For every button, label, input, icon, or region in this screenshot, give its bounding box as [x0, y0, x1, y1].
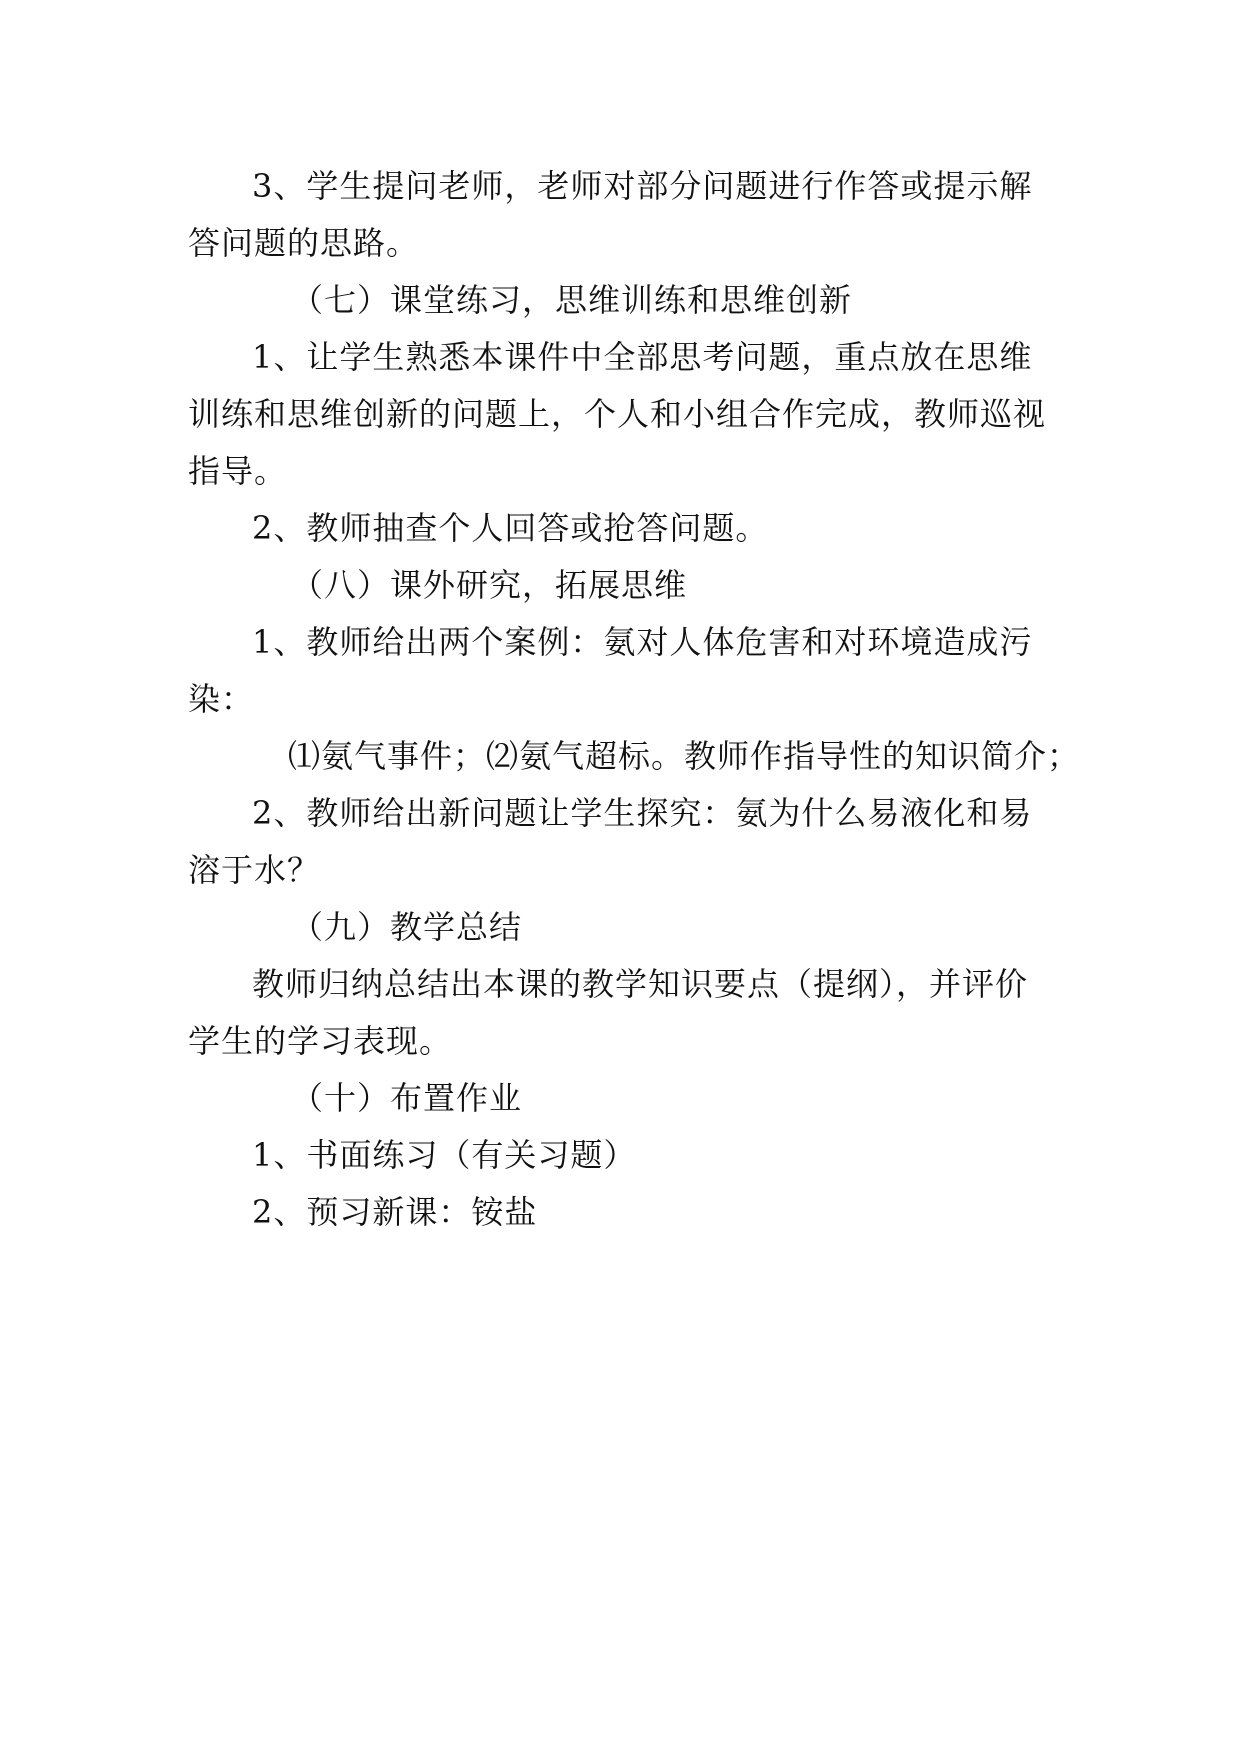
section-heading-10: （十）布置作业 — [291, 1079, 523, 1117]
paragraph-item-1: 1、让学生熟悉本课件中全部思考问题，重点放在思维训练和思维创新的问题上，个人和小组合作完成，教师巡视指导。 — [188, 338, 1047, 490]
paragraph-subitem: ⑴氨气事件；⑵氨气超标。教师作指导性的知识简介； — [288, 737, 1081, 775]
section-heading-7: （七）课堂练习，思维训练和思维创新 — [291, 281, 853, 319]
paragraph-item-3: 3、学生提问老师，老师对部分问题进行作答或提示解答问题的思路。 — [188, 167, 1033, 262]
paragraph-summary: 教师归纳总结出本课的教学知识要点（提纲），并评价学生的学习表现。 — [188, 965, 1029, 1060]
paragraph-item-2: 2、预习新课：铵盐 — [252, 1193, 538, 1231]
paragraph-item-2: 2、教师抽查个人回答或抢答问题。 — [252, 509, 769, 547]
document-body — [188, 158, 1081, 1241]
paragraph-item-1: 1、教师给出两个案例：氨对人体危害和对环境造成污染： — [188, 623, 1033, 718]
paragraph-item-2: 2、教师给出新问题让学生探究：氨为什么易液化和易溶于水？ — [188, 794, 1033, 889]
section-heading-8: （八）课外研究，拓展思维 — [291, 566, 688, 604]
paragraph-item-1: 1、书面练习（有关习题） — [252, 1136, 637, 1174]
section-heading-9: （九）教学总结 — [291, 908, 523, 946]
